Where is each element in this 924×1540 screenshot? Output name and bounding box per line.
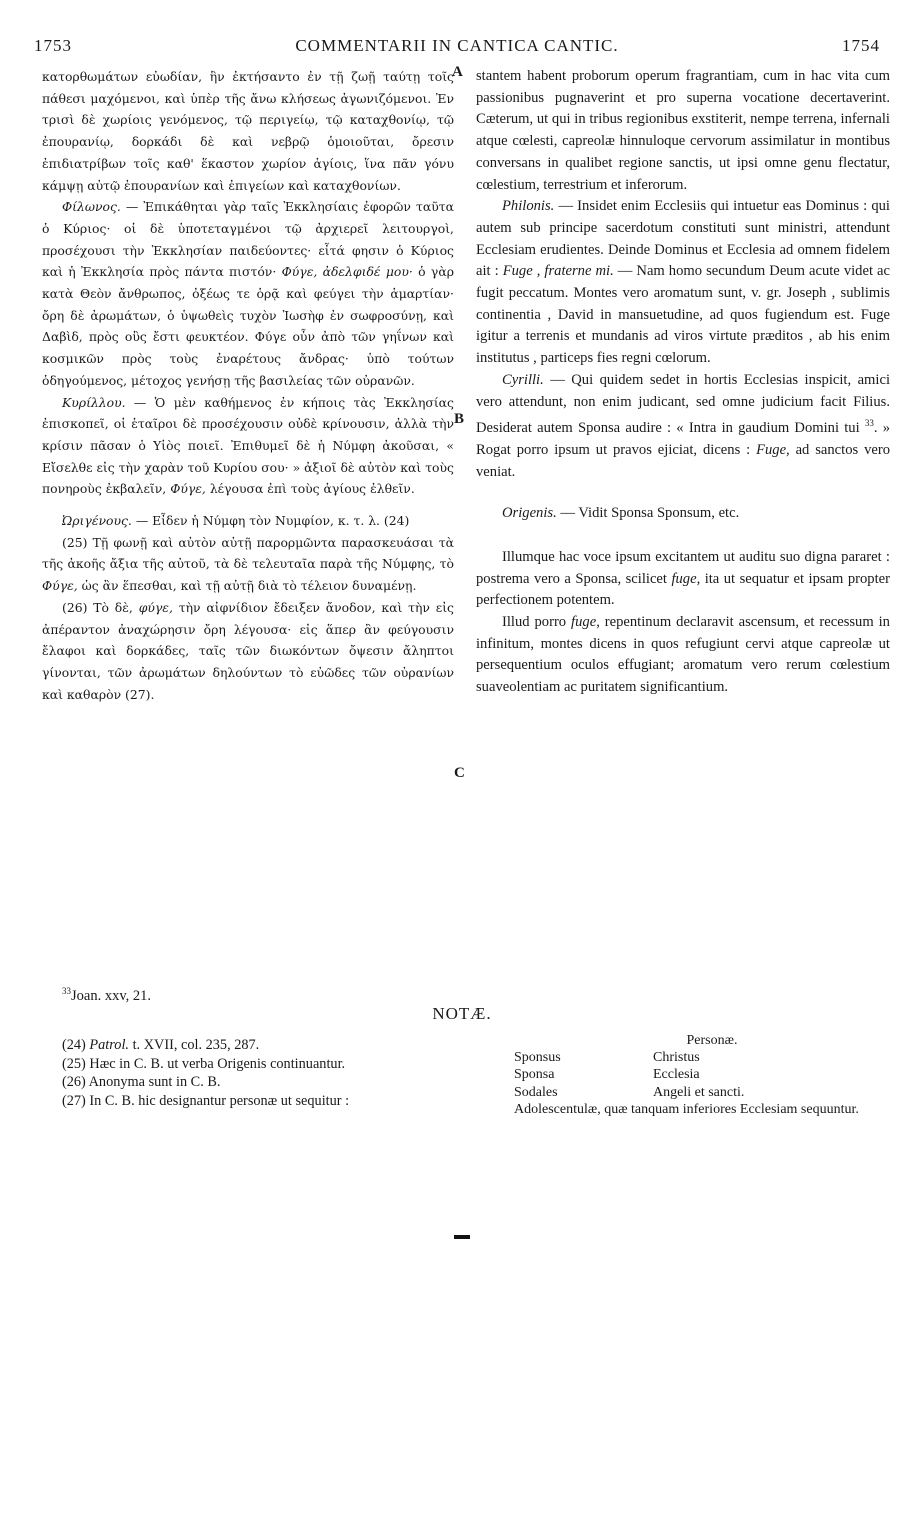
note-27: (27) In C. B. hic designantur personæ ut sequitur : [62,1092,350,1109]
personae-row: Sponsa Ecclesia [514,1067,700,1083]
latin-author-origen: Origenis. [502,505,557,522]
greek-author-cyril: Κυρίλλου. [62,394,126,410]
latin-paragraph-25: Illumque hac voce ipsum excitantem ut auditu suo digna pararet : postrema vero a Sponsa, scilicet fuge, ita ut sequatur et ipsam propter perfectionem potentem. [476,548,890,609]
section-marker-a: A [452,64,463,80]
latin-author-philo: Philonis. [502,198,555,215]
latin-paragraph-philo: Philonis. — Insidet enim Ecclesiis qui intuetur eas Dominus : qui autem sub principe sacerdotum constituti sunt ministri, attendunt Ecclesiam erudientes. Deinde Dominus et Ecclesia ad omnem fidelem ait : Fuge , fraterne mi. — Nam homo secundum Deum acute videt ac fugit peccatum. Montes vero aromatum sunt, v. gr. Joseph , sublimis continentia , David in mansuetudine, ad quos fugiendum est. Fuge igitur a terrenis et mundanis ad viros virtute præditos , ab his enim institutus , particeps fies regni cœlorum. [476,198,890,367]
greek-paragraph-philo: Φίλωνος. — Ἐπικάθηται γὰρ ταῖς Ἐκκλησίαις ἐφορῶν ταῦτα ὁ Κύριος· οἱ δὲ ὑποτεταγμένοι τῷ ἀρχιερεῖ λειτουργοὶ, προσέχουσι τὴν Ἐκκλησίαν παιδεύοντες· εἶτά φησιν ὁ Κύριος καὶ ἡ Ἐκκλησία πρὸς πάντα πιστόν· Φύγε, ἀδελφιδέ μου· ὁ γὰρ κατὰ Θεὸν ἄνθρωπος, ὀξέως τε ὁρᾷ καὶ φεύγει τὴν ἁμαρτίαν· ὄρη δὲ ἀρωμάτων, ὁ ὑψωθεὶς τυχὸν Ἰωσὴφ ἐν σωφροσύνῃ, καὶ Δαβὶδ, πρὸς οὓς ἔστι φευκτέον. Φύγε οὖν ἀπὸ τῶν γηΐνων καὶ κοσμικῶν πρὸς τοὺς ἐναρέτους ἄνδρας· ὑπὸ τούτων ὁδηγούμενος, μέτοχος γενήσῃ τῆς βασιλείας τῶν οὐρανῶν. [42,199,454,388]
greek-paragraph-25: (25) Τῇ φωνῇ καὶ αὐτὸν αὐτῇ παρορμῶντα παρασκευάσαι τὰ τῆς ἀκοῆς ἄξια τῆς αὐτοῦ, τὰ δὲ τελευταῖα παρὰ τῆς Νύμφης, τὸ Φύγε, ὡς ἂν ἕπεσθαι, καὶ τῇ αὐτῇ διὰ τὸ τέλειον δυναμένῃ. [42,534,454,594]
running-title: COMMENTARII IN CANTICA CANTIC. [295,36,619,55]
greek-author-philo: Φίλωνος. [62,199,121,215]
greek-column [42,66,454,705]
page-number-right: 1754 [842,36,880,55]
section-marker-b: B [454,411,465,427]
greek-paragraph-origen: Ὠριγένους. — Εἶδεν ἡ Νύμφη τὸν Νυμφίον, κ. τ. λ. (24) [62,513,410,529]
greek-paragraph-26: (26) Τὸ δὲ, φύγε, τὴν αἰφνίδιον ἔδειξεν ἄνοδον, καὶ τὴν εἰς ἀπέραντον ἀναχώρησιν ὄρη λέγουσα· εἰς ἅπερ ἂν φεύγουσιν ἔλαφοι καὶ δορκάδες, ταῖς τῶν διωκόντων ὄψεσιν ἄληπτοι γίνονται, τῶν ἀρωμάτων δηλούντων τὸ εὐῶδες τῶν οὐρανίων καὶ καθαρὸν (27). [42,599,454,702]
running-header [34,36,880,62]
latin-paragraph: stantem habent proborum operum fragrantiam, cum in hac vita cum passionibus pugnaverint et pro superna vocatione decertaverint. Cæterum, ut qui in tribus regionibus exstiterit, nempe terrena, infernali atque cœlesti, capreolæ hinnuloque cervorum assimilatur in montibus conversans in qualibet regione sanctis, ut ipsi omne genu flectatur, cœlestium, terrestrium et inferorum. [476,68,890,193]
personae-last: Adolescentulæ, quæ tanquam inferiores Ecclesiam sequuntur. [514,1101,859,1117]
latin-author-cyril: Cyrilli. [502,371,544,388]
greek-paragraph: κατορθωμάτων εὐωδίαν, ἣν ἐκτήσαντο ἐν τῇ ζωῇ ταύτῃ τοῖς πάθεσι μαχόμενοι, καὶ ὑπὲρ τῆς ἄνω κλήσεως ἀγωνιζόμενοι. Ἐν τρισὶ δὲ χωρίοις γενόμενος, τῷ περιγείῳ, τῷ καταχθονίῳ, τῷ ἐπουρανίῳ, δορκάδι δὲ καὶ νεβρῷ ὁμοιοῦται, ὄρεσιν ἐπιδιατρίβων τοῖς καθ' ἕκαστον χωρίον ἁγίοις, ἵνα πᾶν γόνυ κάμψῃ αὐτῷ ἐπουρανίων καὶ ἐπιγείων καὶ καταχθονίων. [42,69,454,193]
note-25: (25) Hæc in C. B. ut verba Origenis continuantur. [62,1055,346,1072]
greek-author-origen: Ὠριγένους. [62,513,132,529]
footnote-ref-33: 33 [864,418,874,429]
latin-paragraph-cyril: Cyrilli. — Qui quidem sedet in hortis Ecclesias inspicit, amici vero attendunt, non enim judicant, sed omne judicium facit Filius. Desiderat autem Sponsa audire : « Intra in gaudium Domini tui $^{33}$. » Rogat porro ipsum ut pravos ejiciat, dicens : Fuge, ad sanctos vero veniat. [476,371,890,480]
latin-column [476,66,890,699]
page-number-left: 1753 [34,36,72,55]
personae-row: Sodales Angeli et sancti. [514,1084,745,1100]
end-rule [454,1235,470,1239]
personae-title: Personæ. [686,1033,738,1048]
latin-paragraph-origen: Origenis. — Vidit Sponsa Sponsum, etc. [502,505,740,522]
notes-heading: NOTÆ. [432,1004,492,1023]
personae-table [514,1032,890,1118]
note-26: (26) Anonyma sunt in C. B. [62,1074,221,1090]
footnote-33: $^{33}$Joan. xxv, 21. [62,986,152,1004]
greek-paragraph-cyril: Κυρίλλου. — Ὁ μὲν καθήμενος ἐν κήποις τὰς Ἐκκλησίας ἐπισκοπεῖ, οἱ ἑταῖροι δὲ προσέχουσιν οὐδὲ κρίνουσιν, ἀλλὰ τὴν κρίσιν πᾶσαν ὁ Υἱὸς ποιεῖ. Ἐπιθυμεῖ δὲ ἡ Νύμφη ἀκοῦσαι, « Εἴσελθε εἰς τὴν χαρὰν τοῦ Κυρίου σου· » ἀξιοῖ δὲ αὐτὸν καὶ τοὺς πονηροὺς ἐκβαλεῖν, Φύγε, λέγουσα ἐπὶ τοὺς ἁγίους ἐλθεῖν. [42,394,454,497]
note-24: (24) Patrol. t. XVII, col. 235, 287. [62,1037,260,1053]
notes-list [62,1036,454,1110]
section-marker-c: C [454,765,465,781]
latin-paragraph-26: Illud porro fuge, repentinum declaravit ascensum, et recessum in infinitum, montes dicens in quos refugiunt cervi atque capreolæ ut persequentium oculos effugiant; aromatum vero rerum cœlestium suaveolentiam ac puritatem significantium. [476,614,890,696]
personae-row: Sponsus Christus [514,1050,700,1066]
